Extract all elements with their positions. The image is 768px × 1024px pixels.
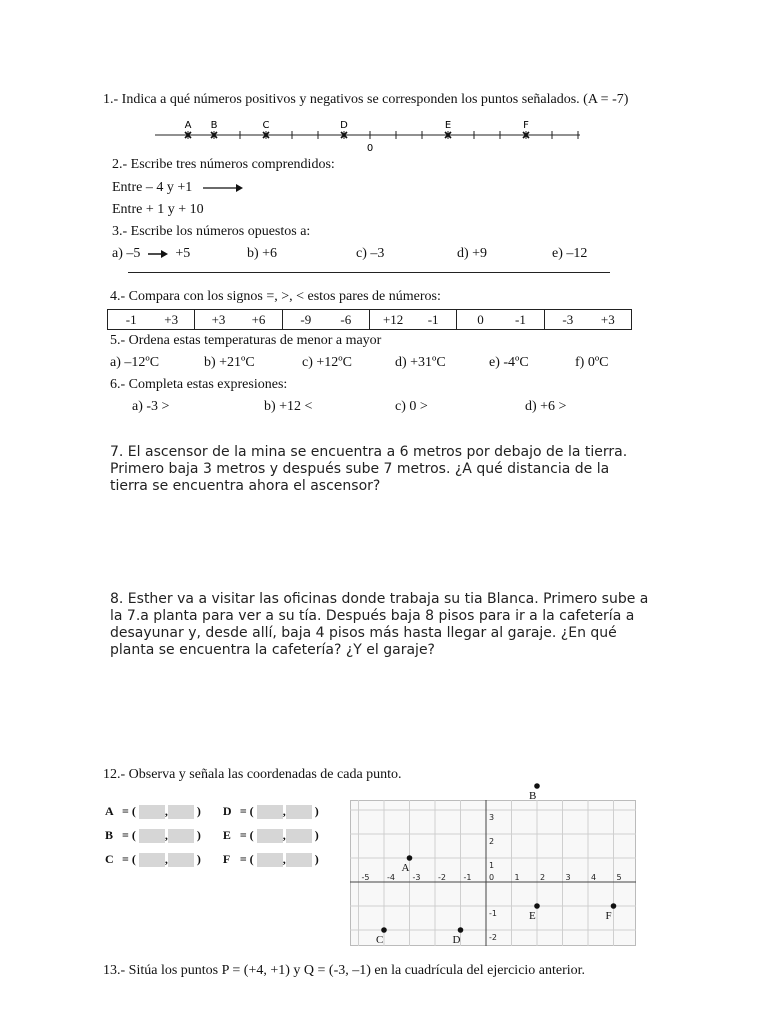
coord-comma: , (164, 852, 168, 866)
number-line-point-label: E (444, 120, 452, 131)
q3-title: 3.- Escribe los números opuestos a: (112, 224, 311, 239)
number-line-point-label: B (210, 120, 218, 131)
pair-cell[interactable] (195, 310, 282, 330)
x-tick-label: -1 (463, 873, 472, 882)
pair-left: -9 (300, 311, 312, 327)
coord-row (105, 804, 319, 828)
x-tick-label: 2 (540, 873, 546, 882)
pair-cell[interactable] (108, 310, 195, 330)
x-tick-label: -2 (438, 873, 446, 882)
coordinate-grid (350, 790, 636, 946)
pair-right: -1 (427, 311, 439, 327)
pair-right: -6 (340, 311, 352, 327)
q5-item: a) –12ºC (110, 355, 160, 370)
x-tick-label: 4 (591, 873, 597, 882)
y-tick-label: -1 (489, 909, 497, 918)
x-tick-label: -5 (361, 873, 370, 882)
grid-point (381, 927, 387, 933)
coord-open: = ( (239, 804, 254, 818)
coord-label: B (105, 828, 114, 842)
q6-item: a) -3 > (132, 399, 170, 414)
coord-y-blank[interactable] (286, 853, 312, 867)
pair-right: -1 (515, 311, 526, 327)
q2-title: 2.- Escribe tres números comprendidos: (112, 157, 335, 172)
coord-x-blank[interactable] (257, 829, 283, 843)
pair-right: +6 (251, 311, 266, 327)
pair-left: 0 (477, 311, 484, 327)
q6-item: d) +6 > (525, 399, 567, 414)
coord-open: = ( (122, 852, 136, 866)
number-line-point-label: C (262, 120, 270, 131)
x-tick-label: -4 (387, 873, 395, 882)
number-line-point-label: A (184, 120, 192, 131)
q5-item: b) +21ºC (204, 355, 255, 370)
pair-left: +12 (382, 311, 404, 327)
coordinate-answers (105, 804, 319, 876)
number-line-zero-label: 0 (366, 143, 374, 154)
y-tick-label: -2 (489, 933, 497, 942)
pair-cell[interactable] (282, 310, 369, 330)
pair-cell[interactable] (544, 310, 631, 330)
q5-item: f) 0ºC (575, 355, 609, 370)
q3-a-label: a) –5 (112, 246, 141, 261)
grid-point (407, 855, 413, 861)
pair-left: +3 (211, 311, 226, 327)
coord-close: ) (314, 804, 319, 818)
coord-y-blank[interactable] (168, 805, 194, 819)
q5-item: d) +31ºC (395, 355, 446, 370)
coord-close: ) (196, 852, 201, 866)
coord-label: F (222, 852, 231, 866)
x-tick-label: 0 (489, 873, 495, 882)
coord-open: = ( (239, 828, 254, 842)
q7-text: 7. El ascensor de la mina se encuentra a 6 metros por debajo de la tierra. Primero baja 3 metros y después sube 7 metros. ¿A qué distancia de la tierra se encuentra ahora el ascensor? (110, 444, 628, 494)
pair-cell[interactable] (457, 310, 544, 330)
q2-line2: Entre + 1 y + 10 (112, 202, 204, 217)
q13-title: 13.- Sitúa los puntos P = (+4, +1) y Q = (-3, –1) en la cuadrícula del ejercicio anterior. (103, 963, 586, 978)
coord-open: = ( (122, 804, 136, 818)
coord-label: D (222, 804, 232, 818)
coord-comma: , (164, 804, 168, 818)
grid-point-label: B (529, 790, 537, 802)
coord-comma: , (282, 804, 286, 818)
x-tick-label: 3 (565, 873, 571, 882)
coord-y-blank[interactable] (286, 805, 312, 819)
grid-point (611, 903, 617, 909)
grid-point-label: C (376, 934, 384, 946)
grid-point (458, 927, 464, 933)
pair-right: +3 (600, 311, 615, 327)
arrow-right-icon (202, 183, 244, 193)
x-tick-label: -3 (412, 873, 421, 882)
q6-title: 6.- Completa estas expresiones: (110, 377, 288, 392)
q2-line1 (112, 180, 244, 196)
coord-open: = ( (122, 828, 136, 842)
grid-point-label: F (605, 910, 612, 922)
pair-cell[interactable] (369, 310, 456, 330)
q6-item: b) +12 < (264, 399, 313, 414)
coord-close: ) (314, 852, 319, 866)
coord-y-blank[interactable] (286, 829, 312, 843)
y-tick-label: 1 (489, 861, 495, 870)
q8-text: 8. Esther va a visitar las oficinas donde trabaja su tia Blanca. Primero sube a la 7.a planta para ver a su tía. Después baja 8 pisos para ir a la cafetería a desayunar y, desde allí, baja 4 pisos más hasta llegar al garaje. ¿En qué planta se encuentra la cafetería? ¿Y el garaje? (110, 591, 649, 658)
number-line (150, 115, 590, 155)
q12-title: 12.- Observa y señala las coordenadas de cada punto. (103, 767, 402, 782)
coord-row (105, 828, 319, 852)
q3-item-c: c) –3 (356, 246, 385, 261)
coord-x-blank[interactable] (257, 853, 283, 867)
grid-point-label: D (452, 934, 461, 946)
coord-open: = ( (239, 852, 254, 866)
coord-close: ) (196, 804, 201, 818)
coord-x-blank[interactable] (257, 805, 283, 819)
coord-y-blank[interactable] (168, 829, 194, 843)
coord-label: E (222, 828, 231, 842)
comparison-table (107, 309, 632, 330)
q3-item-d: d) +9 (457, 246, 488, 261)
coord-x-blank[interactable] (139, 829, 165, 843)
q6-item: c) 0 > (395, 399, 428, 414)
q3-a-answer: +5 (175, 246, 191, 261)
number-line-point-label: F (523, 120, 529, 131)
q2-line1-text: Entre – 4 y +1 (112, 180, 193, 195)
coord-comma: , (282, 828, 286, 842)
coord-close: ) (196, 828, 201, 842)
y-tick-label: 3 (489, 813, 495, 822)
q3-item-a (112, 246, 190, 262)
coord-x-blank[interactable] (139, 805, 165, 819)
number-line-point-label: D (340, 120, 348, 131)
x-tick-label: 5 (616, 873, 622, 882)
pair-left: -1 (125, 311, 137, 327)
x-tick-label: 1 (514, 873, 520, 882)
grid-point (534, 903, 540, 909)
pair-right: +3 (164, 311, 179, 327)
coord-comma: , (282, 852, 286, 866)
coord-label: A (105, 804, 114, 818)
q1-title: 1.- Indica a qué números positivos y negativos se corresponden los puntos señalados. (A = -7) (103, 92, 629, 107)
coord-close: ) (314, 828, 319, 842)
q4-title: 4.- Compara con los signos =, >, < estos pares de números: (110, 289, 441, 304)
q5-item: e) -4ºC (489, 355, 529, 370)
pair-left: -3 (562, 311, 574, 327)
y-tick-label: 2 (489, 837, 495, 846)
comparison-row (108, 310, 632, 330)
coord-x-blank[interactable] (139, 853, 165, 867)
coord-comma: , (164, 828, 168, 842)
q5-title: 5.- Ordena estas temperaturas de menor a mayor (110, 333, 382, 348)
arrow-right-icon (147, 249, 169, 259)
q3-item-b: b) +6 (247, 246, 278, 261)
coord-label: C (105, 852, 114, 866)
q3-item-e: e) –12 (552, 246, 588, 261)
grid-point-label: A (401, 862, 410, 874)
grid-point (534, 783, 540, 789)
q5-item: c) +12ºC (302, 355, 352, 370)
coord-row (105, 852, 319, 876)
coord-y-blank[interactable] (168, 853, 194, 867)
grid-point-label: E (529, 910, 536, 922)
divider (128, 272, 610, 273)
